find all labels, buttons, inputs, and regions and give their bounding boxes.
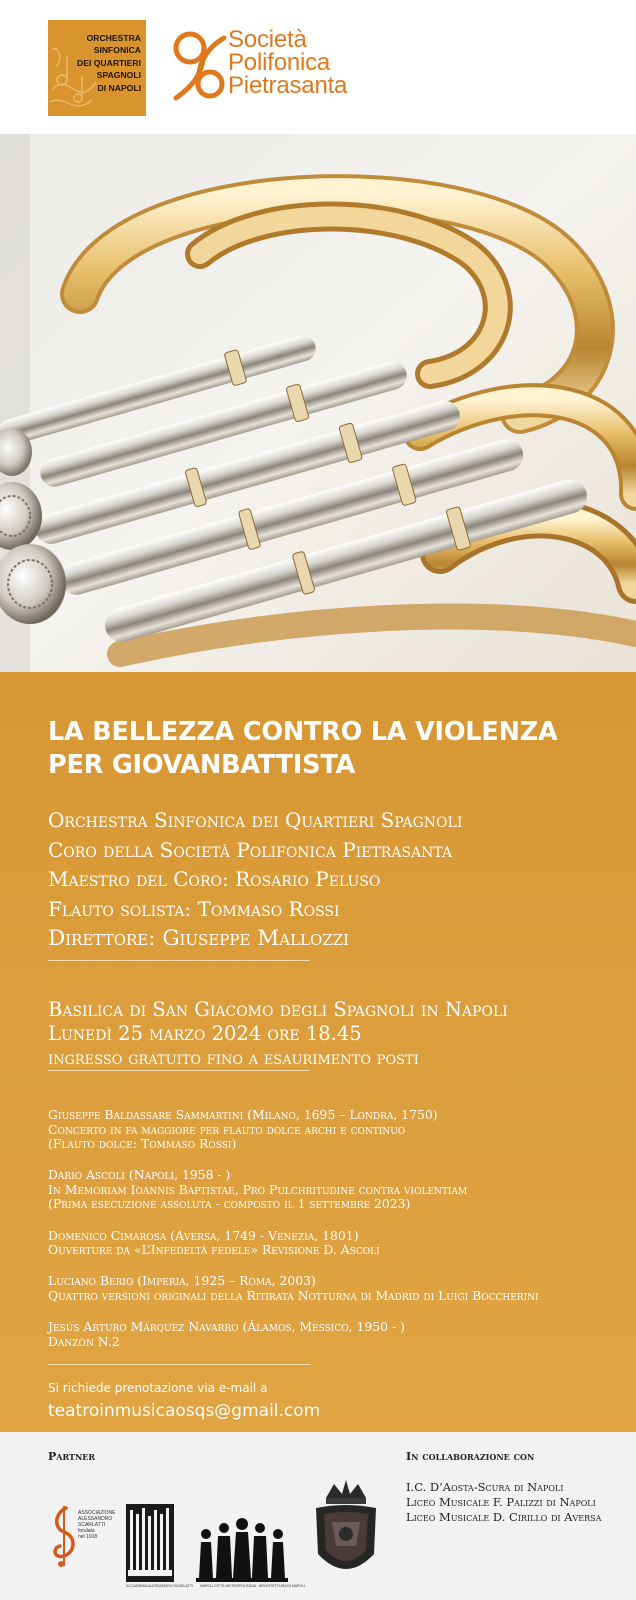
program-line: Ouverture da «L’Infedeltà fedele» Revisione D. Ascoli	[48, 1242, 380, 1258]
performer-choir-master: Maestro del Coro: Rosario Peluso	[48, 867, 381, 891]
program-line: Domenico Cimarosa (Aversa, 1749 - Venezia, 1801)	[48, 1227, 359, 1243]
program-line: (Prima esecuzione assoluta - composto il 1 settembre 2023)	[48, 1196, 411, 1212]
spp-logo-text: Società Polifonica Pietrasanta	[228, 26, 348, 99]
event-title-line-1: LA BELLEZZA CONTRO LA VIOLENZA	[48, 717, 558, 747]
spp-logo	[170, 26, 400, 108]
spp-monogram-icon	[170, 26, 230, 106]
organ-pipes-icon	[126, 1504, 174, 1584]
event-title-line-2: PER GIOVANBATTISTA	[48, 750, 356, 780]
program-line: Jesús Arturo Márquez Navarro (Álamos, Messico, 1950 - )	[48, 1318, 405, 1334]
treble-clef-icon	[50, 1504, 78, 1570]
event-datetime: Lunedì 25 marzo 2024 ore 18.45	[48, 1022, 362, 1045]
program-line: Concerto in fa maggiore per flauto dolce archi e continuo	[48, 1121, 406, 1137]
performer-choir: Coro della Società Polifonica Pietrasanta	[48, 837, 453, 862]
venue-name: Basilica di San Giacomo degli Spagnoli in Napoli	[48, 998, 508, 1021]
scarlatti-logo-text: ASSOCIAZIONE ALESSANDRO SCARLATTI fondata nel 1918	[78, 1510, 116, 1540]
divider	[48, 960, 310, 961]
program-item	[48, 1274, 628, 1303]
event-title	[48, 716, 618, 782]
collaborator: Liceo Musicale D. Cirillo di Aversa	[406, 1510, 602, 1524]
collaborators-list	[406, 1480, 601, 1525]
collaborator: I.C. D’Aosta-Scura di Napoli	[406, 1480, 564, 1494]
divider	[48, 1364, 310, 1365]
footer	[0, 1432, 636, 1600]
program-line: (Flauto dolce: Tommaso Rossi)	[48, 1136, 237, 1152]
french-horn-icon	[0, 134, 636, 672]
performer-conductor: Direttore: Giuseppe Mallozzi	[48, 926, 350, 951]
osqs-logo	[48, 20, 146, 116]
contact-block	[48, 1380, 608, 1423]
program-item	[48, 1320, 628, 1349]
event-panel	[0, 672, 636, 1432]
performer-orchestra: Orchestra Sinfonica dei Quartieri Spagnoli	[48, 808, 463, 832]
program-item	[48, 1168, 628, 1212]
header	[0, 0, 636, 134]
coat-of-arms-icon	[312, 1476, 380, 1584]
french-horn-photo	[0, 134, 636, 672]
partner-label: Partner	[48, 1450, 95, 1463]
program-list	[48, 1108, 628, 1366]
reservation-label: Si richiede prenotazione via e-mail a	[48, 1381, 268, 1395]
program-item	[48, 1229, 628, 1258]
program-line: Danzòn N.2	[48, 1333, 120, 1349]
performer-flute-soloist: Flauto solista: Tommaso Rossi	[48, 896, 340, 921]
performers-list	[48, 806, 618, 954]
reservation-email-link[interactable]: teatroinmusicaosqs@gmail.com	[48, 1401, 321, 1421]
program-line: Dario Ascoli (Napoli, 1958 - )	[48, 1167, 231, 1183]
collaborator: Liceo Musicale F. Palizzi di Napoli	[406, 1495, 596, 1509]
divider	[48, 1070, 310, 1071]
program-line: Giuseppe Baldassare Sammartini (Milano, 1695 – Londra, 1750)	[48, 1107, 438, 1122]
program-line: In Memoriam Ioannis Baptistae, Pro Pulchritudine contra violentiam	[48, 1181, 468, 1197]
collaboration-label: In collaborazione con	[406, 1450, 535, 1463]
program-line: Luciano Berio (Imperia, 1925 – Roma, 2003)	[48, 1273, 316, 1289]
statues-icon	[196, 1516, 288, 1582]
osqs-logo-text: ORCHESTRA SINFONICA DEI QUARTIERI SPAGNOLI DI NAPOLI	[77, 33, 141, 93]
program-item	[48, 1108, 628, 1152]
organ-logo-caption: ACCADEMIA ALESSANDRO SCARLATTI	[126, 1584, 194, 1588]
statues-logo-caption: NAPOLI CITTÀ METROPOLITANA · ARCHITETTURA DI NAPOLI	[200, 1584, 306, 1588]
admission-note: ingresso gratuito fino a esaurimento posti	[48, 1048, 419, 1069]
venue-block	[48, 998, 628, 1072]
program-line: Quattro versioni originali della Ritirata Notturna di Madrid di Luigi Boccherini	[48, 1287, 539, 1303]
